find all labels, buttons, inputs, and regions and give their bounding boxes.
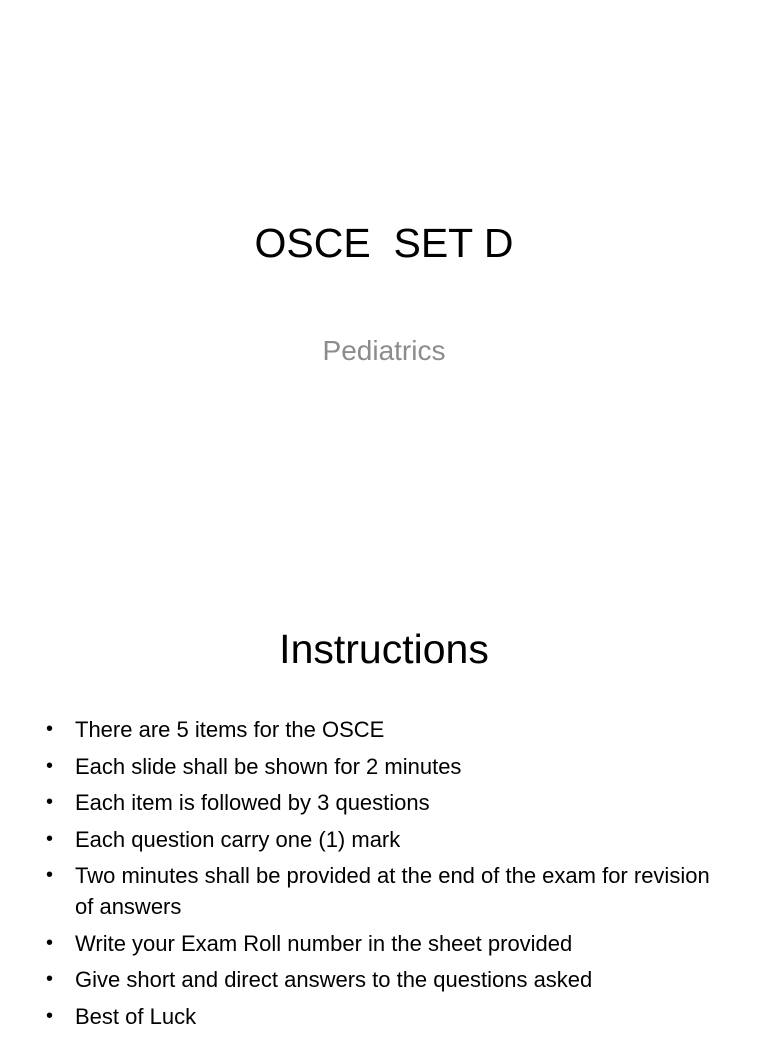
list-item-text: There are 5 items for the OSCE — [75, 717, 385, 742]
slide-subtitle: Pediatrics — [322, 335, 446, 366]
list-item — [46, 824, 726, 855]
list-item-text: Write your Exam Roll number in the sheet provided — [75, 930, 573, 956]
list-item-text: Each slide shall be shown for 2 minutes — [75, 753, 462, 779]
instructions-title: Instructions — [279, 626, 489, 672]
list-item-text: Best of Luck — [75, 1003, 197, 1029]
list-item — [46, 860, 726, 922]
list-item — [46, 787, 726, 818]
list-item-text: Two minutes shall be provided at the end of the exam for revision of answers — [75, 863, 710, 919]
list-item — [46, 1001, 726, 1032]
list-item — [46, 714, 726, 745]
list-item — [46, 964, 726, 995]
bullet-icon: • — [46, 791, 54, 813]
bullet-icon: • — [46, 864, 54, 886]
list-item-text: Give short and direct answers to the questions asked — [75, 967, 593, 992]
list-item-text: Each question carry one (1) mark — [75, 826, 401, 852]
list-item — [46, 751, 726, 782]
list-item-text: Each item is followed by 3 questions — [75, 790, 430, 815]
bullet-icon: • — [46, 754, 54, 777]
instructions-list — [46, 714, 726, 1037]
slide-title: OSCE SET D — [254, 220, 514, 266]
bullet-icon: • — [46, 968, 54, 990]
bullet-icon: • — [46, 931, 54, 954]
bullet-icon: • — [46, 827, 54, 850]
bullet-icon: • — [46, 718, 54, 740]
instructions-slide — [0, 576, 768, 1029]
bullet-icon: • — [46, 1004, 54, 1027]
list-item — [46, 928, 726, 959]
